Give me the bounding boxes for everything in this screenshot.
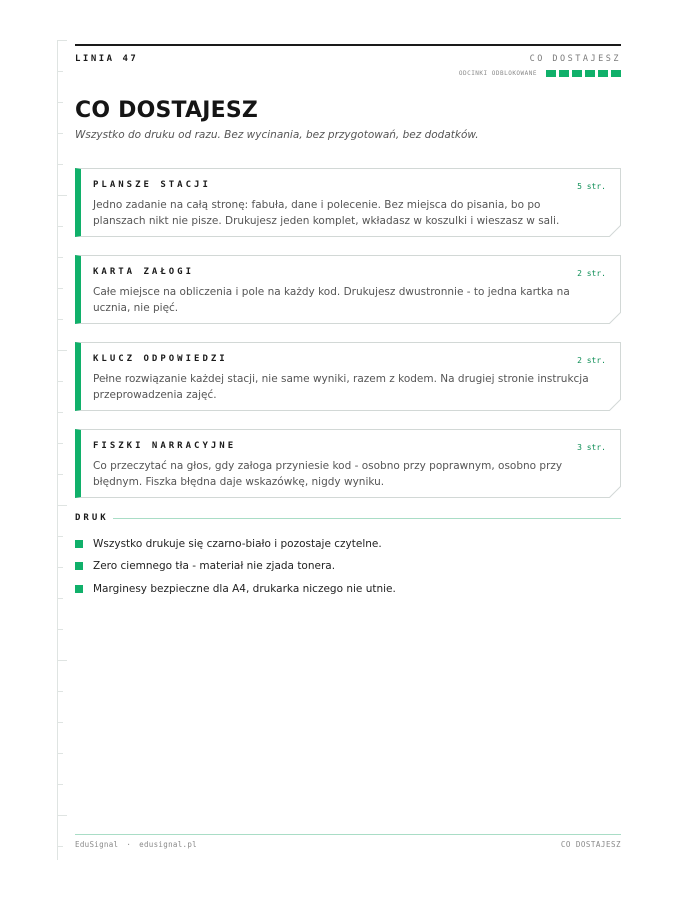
progress-label: ODCINKI ODBLOKOWANE (458, 70, 537, 77)
line-label: LINIA 47 (75, 54, 139, 64)
list-item (75, 560, 335, 572)
card-klucz-odpowiedzi (75, 342, 621, 411)
ruler-tick (57, 784, 63, 785)
druk-divider (113, 518, 621, 519)
header-rule (75, 44, 621, 46)
ruler-tick (57, 288, 63, 289)
list-item (75, 583, 396, 595)
ruler-tick (57, 505, 67, 506)
ruler-tick (57, 629, 63, 630)
ruler-tick (57, 164, 63, 165)
card-page-count: 3 str. (577, 443, 606, 452)
druk-heading: DRUK (75, 513, 109, 523)
ruler-tick (57, 598, 63, 599)
page-title: CO DOSTAJESZ (75, 98, 259, 123)
bullet-square-icon (75, 562, 83, 570)
bullet-square-icon (75, 585, 83, 593)
list-item-text: Wszystko drukuje się czarno-biało i pozostaje czytelne. (93, 538, 382, 550)
ruler-tick (57, 443, 63, 444)
progress-segment (559, 70, 569, 77)
list-item-text: Marginesy bezpieczne dla A4, drukarka niczego nie utnie. (93, 583, 396, 595)
progress-segment (611, 70, 621, 77)
ruler-tick (57, 412, 63, 413)
ruler-tick (57, 257, 63, 258)
footer-section-tag: CO DOSTAJESZ (560, 840, 621, 849)
card-title: KLUCZ ODPOWIEDZI (93, 354, 228, 364)
progress-segment (585, 70, 595, 77)
footer-brand-name: EduSignal (75, 840, 119, 849)
progress-indicator (459, 70, 621, 77)
ruler-tick (57, 660, 67, 661)
footer-separator: · (126, 840, 132, 849)
list-item-text: Zero ciemnego tła - materiał nie zjada tonera. (93, 560, 336, 572)
corner-fold-icon (609, 225, 621, 237)
ruler-tick (57, 319, 63, 320)
card-description: Całe miejsce na obliczenia i pole na każdy kod. Drukujesz dwustronnie - to jedna kartka na ucznia, nie pięć. (93, 286, 570, 314)
ruler-tick (57, 40, 67, 41)
card-page-count: 2 str. (577, 356, 606, 365)
corner-fold-icon (609, 399, 621, 411)
corner-fold-icon (609, 312, 621, 324)
card-fiszki-narracyjne (75, 429, 621, 498)
ruler-tick (57, 536, 63, 537)
progress-segment (598, 70, 608, 77)
ruler-tick (57, 846, 63, 847)
ruler-tick (57, 226, 63, 227)
progress-segment (572, 70, 582, 77)
card-title: PLANSZE STACJI (93, 180, 211, 190)
margin-ruler (57, 40, 58, 860)
ruler-tick (57, 350, 67, 351)
card-description: Jedno zadanie na całą stronę: fabuła, dane i polecenie. Bez miejsca do pisania, bo po planszach nikt nie pisze. Drukujesz jeden komplet, wkładasz w koszulki i wieszasz w sali. (93, 199, 560, 227)
card-plansze-stacji (75, 168, 621, 237)
ruler-tick (57, 567, 63, 568)
ruler-tick (57, 195, 67, 196)
ruler-tick (57, 102, 63, 103)
ruler-tick (57, 71, 63, 72)
card-page-count: 5 str. (577, 182, 606, 191)
ruler-tick (57, 691, 63, 692)
card-description: Co przeczytać na głos, gdy załoga przyniesie kod - osobno przy poprawnym, osobno przy błędnym. Fiszka błędna daje wskazówkę, nigdy wyniku. (93, 460, 563, 488)
card-description: Pełne rozwiązanie każdej stacji, nie same wyniki, razem z kodem. Na drugiej stronie instrukcja przeprowadzenia zajęć. (93, 373, 589, 401)
progress-segment (546, 70, 556, 77)
bullet-square-icon (75, 540, 83, 548)
card-title: FISZKI NARRACYJNE (93, 441, 237, 451)
card-title: KARTA ZAŁOGI (93, 267, 195, 277)
footer-brand (75, 840, 197, 849)
ruler-tick (57, 474, 63, 475)
ruler-tick (57, 133, 63, 134)
card-page-count: 2 str. (577, 269, 606, 278)
page-subtitle: Wszystko do druku od razu. Bez wycinania, bez przygotowań, bez dodatków. (75, 129, 479, 141)
ruler-tick (57, 815, 67, 816)
ruler-tick (57, 381, 63, 382)
list-item (75, 538, 382, 550)
footer-site-link[interactable]: edusignal.pl (139, 840, 197, 849)
corner-fold-icon (609, 486, 621, 498)
section-tag: CO DOSTAJESZ (529, 54, 621, 64)
footer-rule (75, 834, 621, 835)
card-karta-zalogi (75, 255, 621, 324)
ruler-tick (57, 722, 63, 723)
ruler-tick (57, 753, 63, 754)
